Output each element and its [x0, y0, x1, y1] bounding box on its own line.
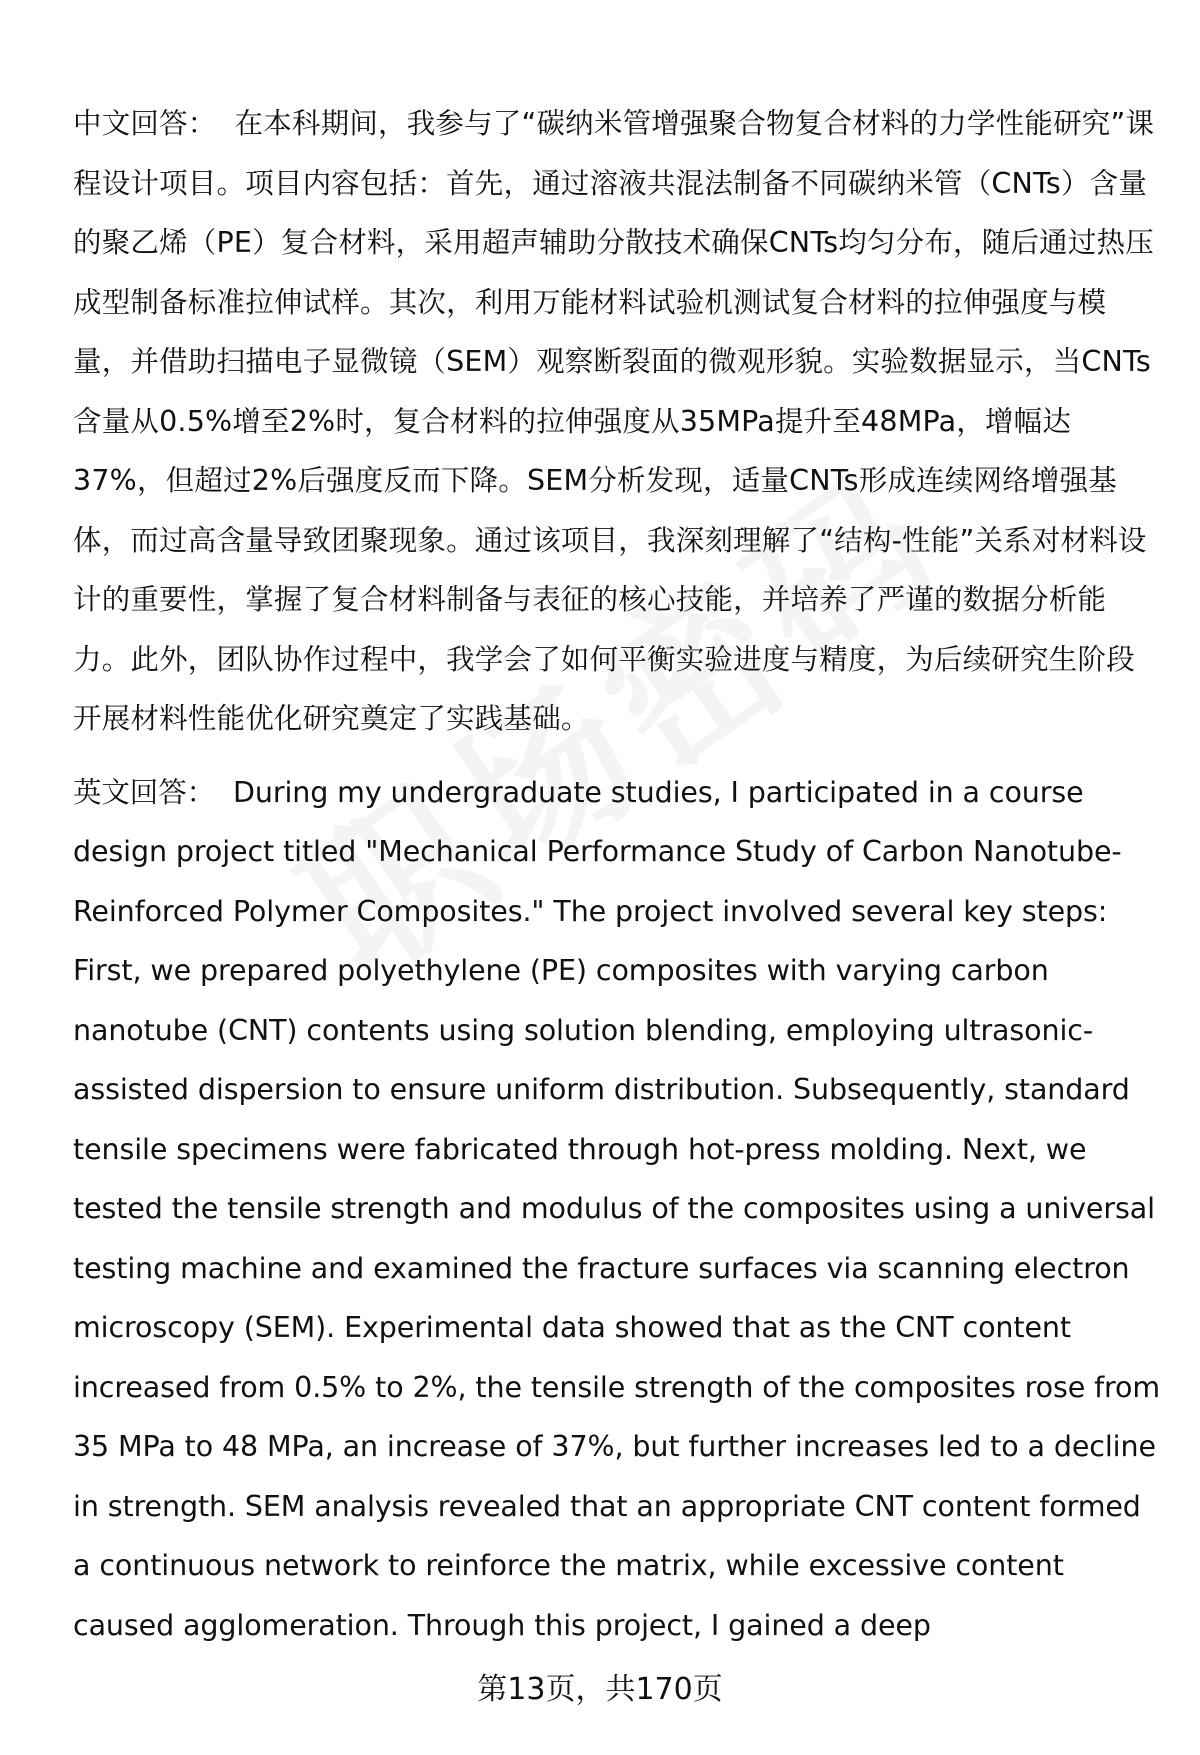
- document-body: [73, 94, 1163, 1655]
- english-answer-label: 英文回答：: [73, 775, 216, 809]
- chinese-answer-paragraph: [73, 94, 1163, 749]
- chinese-answer-label: 中文回答：: [73, 107, 217, 140]
- chinese-answer-text: 在本科期间，我参与了“碳纳米管增强聚合物复合材料的力学性能研究”课程设计项目。项目内容包括：首先，通过溶液共混法制备不同碳纳米管（CNTs）含量的聚乙烯（PE）复合材料，采用超声辅助分散技术确保CNTs均匀分布，随后通过热压成型制备标准拉伸试样。其次，利用万能材料试验机测试复合材料的拉伸强度与模量，并借助扫描电子显微镜（SEM）观察断裂面的微观形貌。实验数据显示，当CNTs含量从0.5%增至2%时，复合材料的拉伸强度从35MPa提升至48MPa，增幅达37%，但超过2%后强度反而下降。SEM分析发现，适量CNTs形成连续网络增强基体，而过高含量导致团聚现象。通过该项目，我深刻理解了“结构-性能”关系对材料设计的重要性，掌握了复合材料制备与表征的核心技能，并培养了严谨的数据分析能力。此外，团队协作过程中，我学会了如何平衡实验进度与精度，为后续研究生阶段开展材料性能优化研究奠定了实践基础。: [73, 107, 1155, 735]
- page-number-footer: 第13页，共170页: [477, 1672, 723, 1707]
- english-answer-paragraph: [73, 763, 1163, 1656]
- english-answer-text: During my undergraduate studies, I participated in a course design project titled "Mechanical Performance Study of Carbon Nanotube-Reinforced Polymer Composites." The project involved several key steps: First, we prepared polyethylene (PE) composites with varying carbon nanotube (CNT) contents using solution blending, employing ultrasonic-assisted dispersion to ensure uniform distribution. Subsequently, standard tensile specimens were fabricated through hot-press molding. Next, we tested the tensile strength and modulus of the composites using a universal testing machine and examined the fracture surfaces via scanning electron microscopy (SEM). Experimental data showed that as the CNT content increased from 0.5% to 2%, the tensile strength of the composites rose from 35 MPa to 48 MPa, an increase of 37%, but further increases led to a decline in strength. SEM analysis revealed that an appropriate CNT content formed a continuous network to reinforce the matrix, while excessive content caused agglomeration. Through this project, I gained a deep: [73, 775, 1161, 1642]
